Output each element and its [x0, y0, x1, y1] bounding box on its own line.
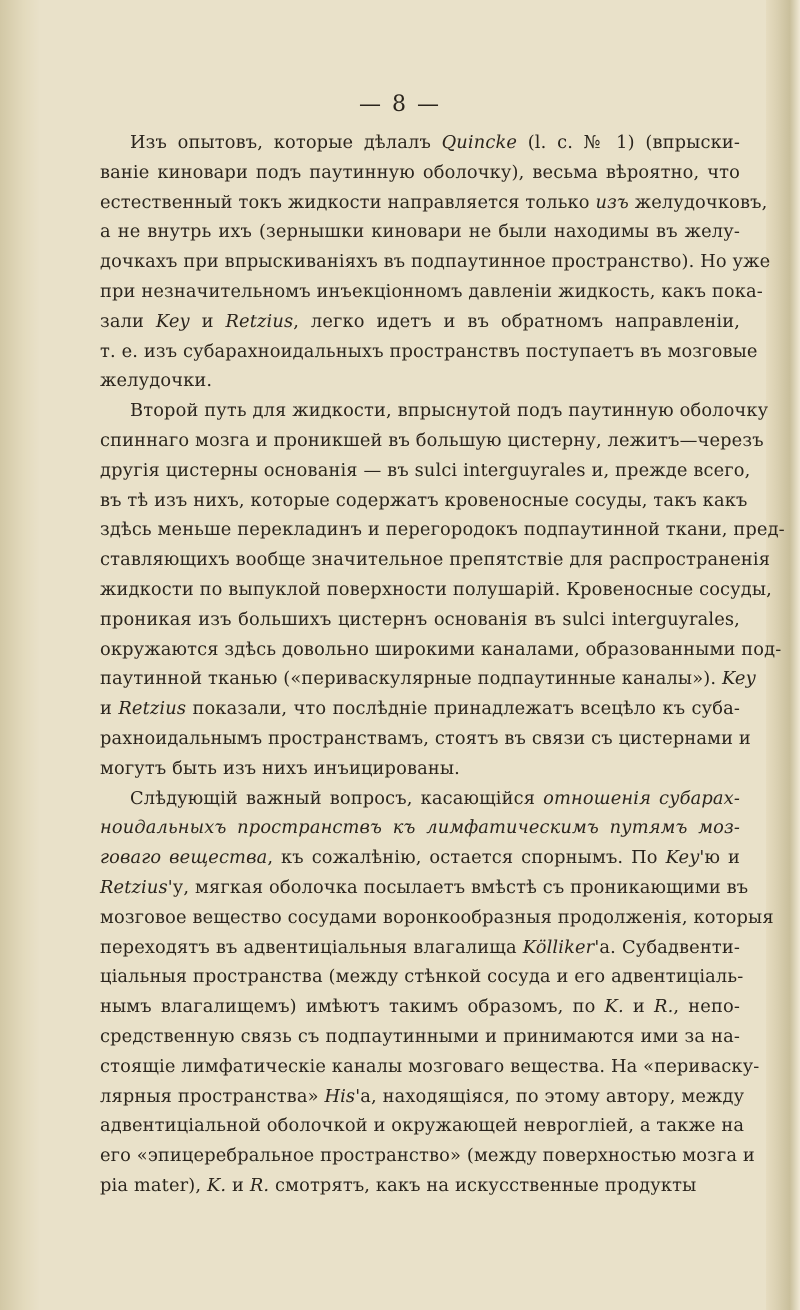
text-segment: здѣсь меньше перекладинъ и перегородокъ подпаутинной ткани, пред-: [100, 519, 785, 541]
text-line: [100, 992, 740, 1022]
text-segment: лярныя пространства»: [100, 1085, 325, 1107]
italic-text: Quincke: [441, 132, 518, 153]
text-line: [100, 784, 740, 814]
text-line: [100, 1022, 740, 1052]
body-text: [100, 128, 785, 1201]
text-segment: 'у, мягкая оболочка посылаетъ вмѣстѣ съ проникающими въ: [167, 876, 749, 898]
text-segment: жидкости по выпуклой поверхности полушарій. Кровеносные сосуды,: [100, 578, 772, 600]
text-line: [100, 217, 740, 247]
text-segment: и: [100, 698, 119, 720]
text-line: [100, 933, 740, 963]
text-segment: при незначительномъ инъекціонномъ давленіи жидкость, какъ пока-: [100, 280, 763, 302]
italic-text: His: [324, 1085, 356, 1107]
text-segment: , къ сожалѣнію, остается спорнымъ. По: [267, 847, 666, 869]
italic-text: Kölliker: [522, 936, 595, 958]
text-line: [100, 605, 740, 635]
text-segment: въ тѣ изъ нихъ, которые содержатъ кровеносные сосуды, такъ какъ: [100, 489, 748, 511]
text-segment: средственную связь съ подпаутинными и принимаются ими за на-: [100, 1025, 740, 1047]
text-segment: 'ю и: [699, 847, 740, 869]
text-segment: другія цистерны основанія — въ sulci interguyrales и, прежде всего,: [100, 459, 751, 481]
text-line: [100, 664, 756, 694]
text-segment: могутъ быть изъ нихъ инъицированы.: [100, 757, 460, 779]
text-segment: спиннаго мозга и проникшей въ большую цистерну, лежитъ—черезъ: [100, 429, 764, 451]
italic-text: ноидальныхъ пространствъ къ лимфатическимъ путямъ моз-: [100, 817, 740, 839]
text-segment: желудочковъ,: [628, 191, 768, 213]
text-line: [100, 754, 740, 784]
text-segment: естественный токъ жидкости направляется только: [100, 191, 596, 213]
text-line: [100, 128, 740, 158]
italic-text: Retzius: [100, 876, 168, 898]
italic-text: говаго вещества: [100, 847, 268, 869]
page-gutter-shadow: [0, 0, 40, 1310]
text-line: [100, 1052, 760, 1082]
text-segment: ціальныя пространства (между стѣнкой сосуда и его адвентиціаль-: [100, 966, 744, 988]
text-segment: смотрятъ, какъ на искусственные продукты: [269, 1174, 697, 1196]
text-line: [100, 337, 758, 367]
text-segment: переходятъ въ адвентиціальныя влагалища: [100, 936, 523, 958]
text-line: [100, 903, 774, 933]
text-segment: окружаются здѣсь довольно широкими каналами, образованными под-: [100, 638, 782, 660]
text-line: [100, 635, 782, 665]
italic-text: Key: [155, 310, 190, 332]
italic-text: R.: [654, 996, 674, 1018]
text-line: [100, 1082, 745, 1112]
italic-text: Key: [665, 847, 700, 869]
text-line: [100, 694, 740, 724]
text-line: [100, 843, 740, 873]
text-segment: зали: [100, 310, 156, 332]
text-line: [100, 307, 740, 337]
italic-text: Retzius: [118, 698, 187, 720]
text-line: [100, 188, 768, 218]
text-segment: Второй путь для жидкости, впрыснутой подъ паутинную оболочку: [130, 400, 769, 422]
text-line: [100, 515, 785, 545]
text-line: [100, 456, 751, 486]
text-line: [100, 366, 740, 396]
text-line: [100, 1141, 755, 1171]
text-line: [100, 813, 740, 843]
text-line: [100, 396, 769, 426]
text-line: [100, 1111, 745, 1141]
text-line: [100, 247, 771, 277]
text-segment: стоящіе лимфатическіе каналы мозговаго вещества. На «периваску-: [100, 1055, 760, 1077]
text-line: [100, 426, 764, 456]
text-line: [100, 545, 771, 575]
italic-text: Retzius: [225, 310, 294, 332]
text-segment: а не внутрь ихъ (зернышки киновари не были находимы въ желу-: [100, 221, 740, 243]
text-segment: Изъ опытовъ, которые дѣлалъ: [130, 132, 442, 153]
text-segment: паутинной тканью («периваскулярные подпаутинные каналы»).: [100, 668, 722, 690]
text-segment: и: [189, 310, 226, 332]
text-line: [100, 962, 744, 992]
text-segment: дочкахъ при впрыскиваніяхъ въ подпаутинное пространство). Но уже: [100, 251, 771, 273]
text-segment: ставляющихъ вообще значительное препятствіе для распространенія: [100, 549, 771, 571]
text-line: [100, 277, 763, 307]
italic-text: Key: [721, 668, 756, 690]
italic-text: R.: [249, 1174, 270, 1196]
text-segment: и: [226, 1174, 250, 1196]
text-segment: , непо-: [673, 996, 740, 1018]
text-line: [100, 1171, 740, 1201]
text-segment: , легко идетъ и въ обратномъ направленіи,: [293, 310, 741, 332]
text-line: [100, 486, 748, 516]
text-segment: (l. c. № 1) (впрыски-: [517, 132, 740, 153]
text-segment: ваніе киновари подъ паутинную оболочку), весьма вѣроятно, что: [100, 161, 740, 183]
text-line: [100, 158, 740, 188]
italic-text: отношенія субарах-: [543, 787, 740, 809]
text-segment: мозговое вещество сосудами воронкообразныя продолженія, которыя: [100, 906, 774, 928]
text-segment: 'а, находящіяся, по этому автору, между: [355, 1085, 745, 1107]
page-number: — 8 —: [359, 92, 441, 117]
text-segment: адвентиціальной оболочкой и окружающей неврогліей, а также на: [100, 1115, 745, 1137]
italic-text: K.: [604, 996, 624, 1018]
text-line: [100, 575, 772, 605]
text-segment: проникая изъ большихъ цистернъ основанія въ sulci interguyrales,: [100, 608, 740, 630]
text-segment: желудочки.: [100, 370, 213, 392]
text-segment: показали, что послѣдніе принадлежатъ всецѣло къ суба-: [186, 698, 740, 720]
italic-text: изъ: [595, 191, 629, 213]
text-segment: и: [623, 996, 655, 1018]
text-segment: pia mater),: [100, 1174, 207, 1196]
text-segment: Слѣдующій важный вопросъ, касающійся: [130, 787, 544, 809]
text-segment: нымъ влагалищемъ) имѣютъ такимъ образомъ, по: [100, 996, 605, 1018]
italic-text: K.: [207, 1174, 227, 1196]
text-line: [100, 724, 751, 754]
text-segment: т. е. изъ субарахноидальныхъ пространствъ поступаетъ въ мозговые: [100, 340, 758, 362]
text-segment: рахноидальнымъ пространствамъ, стоятъ въ связи съ цистернами и: [100, 727, 751, 749]
text-line: [100, 873, 749, 903]
text-segment: его «эпицеребральное пространство» (между поверхностью мозга и: [100, 1145, 755, 1167]
text-segment: 'а. Субадвенти-: [594, 936, 741, 958]
